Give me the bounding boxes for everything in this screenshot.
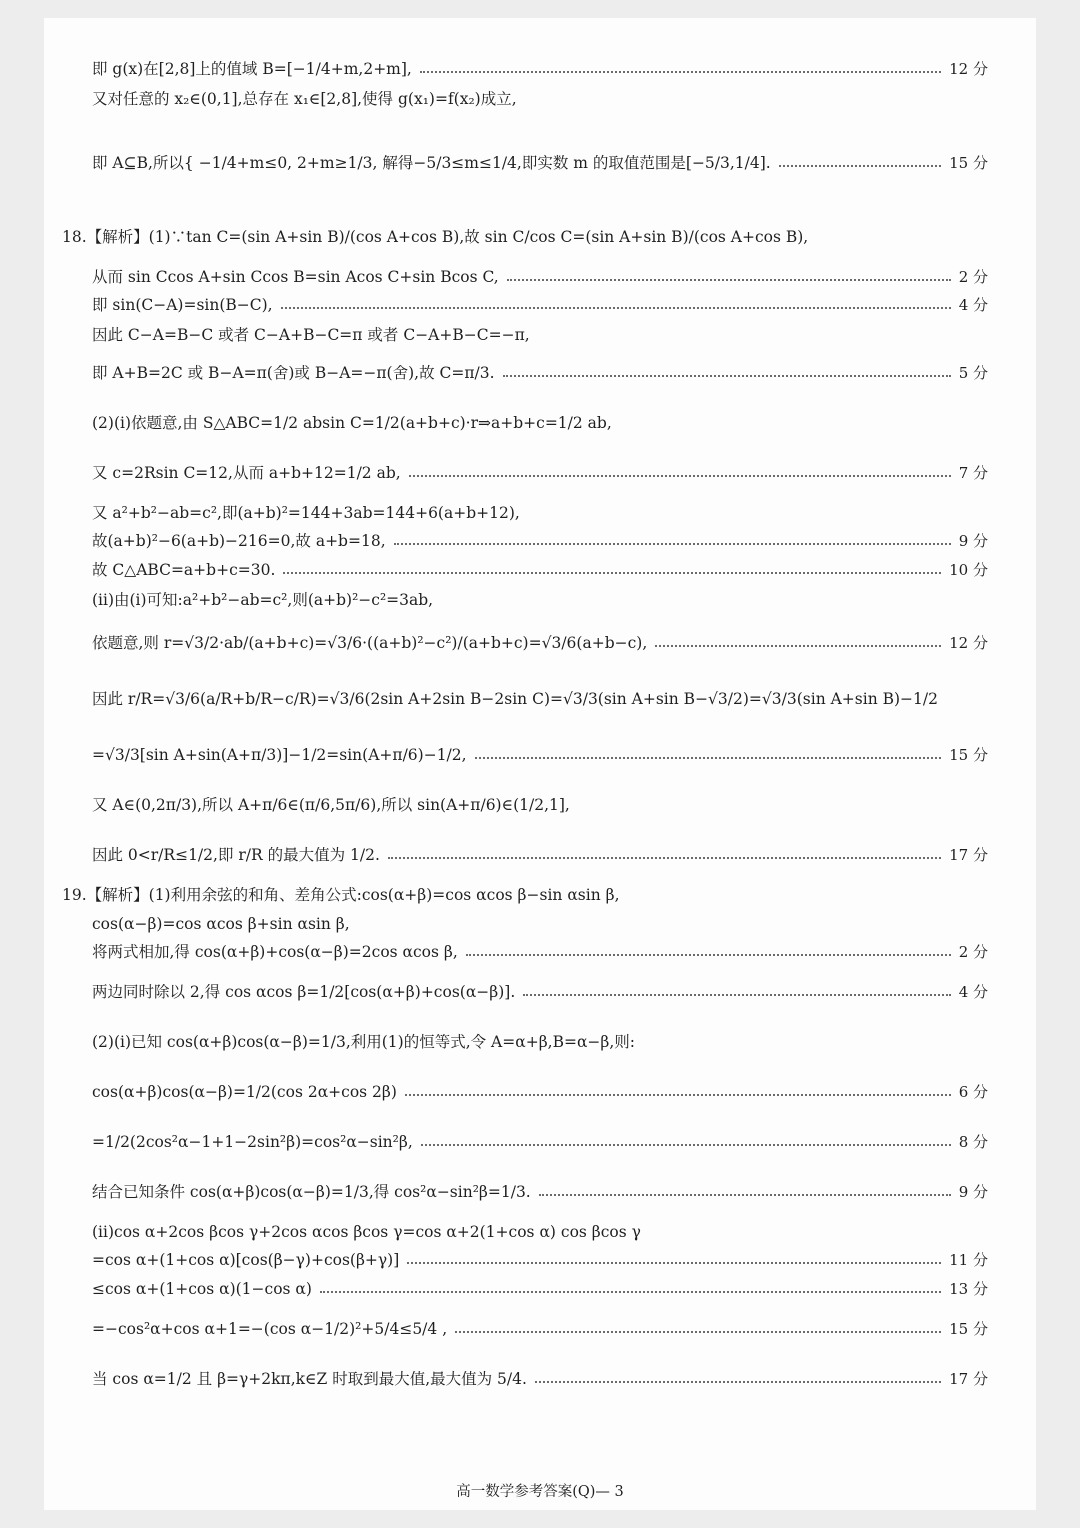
- solution-line: [92, 744, 988, 766]
- solution-line: [92, 1221, 988, 1243]
- score-label: 4 分: [958, 296, 988, 314]
- line-text: 又 A∈(0,2π/3),所以 A+π/6∈(π/6,5π/6),所以 sin(A+π/6)∈(1/2,1],: [92, 796, 570, 814]
- score-label: 2 分: [958, 268, 988, 286]
- line-text: 又 a²+b²−ab=c²,即(a+b)²=144+3ab=144+6(a+b+12),: [92, 504, 520, 522]
- line-text: (ⅱ)cos α+2cos βcos γ+2cos αcos βcos γ=cos α+2(1+cos α) cos βcos γ: [92, 1223, 641, 1241]
- solution-line: [92, 794, 988, 816]
- leader-dots: [466, 954, 951, 956]
- score-label: 8 分: [958, 1133, 988, 1151]
- solution-line: [92, 688, 988, 710]
- solution-line: [92, 1181, 988, 1203]
- leader-dots: [655, 645, 941, 647]
- line-text: 故(a+b)²−6(a+b)−216=0,故 a+b=18,: [92, 532, 386, 550]
- solution-line: [92, 844, 988, 866]
- score-label: 13 分: [949, 1280, 988, 1298]
- question-heading: [62, 226, 988, 248]
- leader-dots: [283, 572, 941, 574]
- leader-dots: [539, 1194, 951, 1196]
- line-text: 将两式相加,得 cos(α+β)+cos(α−β)=2cos αcos β,: [92, 943, 458, 961]
- solution-line: [92, 1249, 988, 1271]
- leader-dots: [507, 279, 951, 281]
- score-label: 15 分: [949, 746, 988, 764]
- line-text: 当 cos α=1/2 且 β=γ+2kπ,k∈Z 时取到最大值,最大值为 5/4.: [92, 1370, 527, 1388]
- solution-line: [92, 589, 988, 611]
- leader-dots: [475, 757, 942, 759]
- solution-line: [92, 632, 988, 654]
- leader-dots: [779, 165, 941, 167]
- leader-dots: [320, 1291, 941, 1293]
- score-label: 12 分: [949, 60, 988, 78]
- score-label: 5 分: [958, 364, 988, 382]
- leader-dots: [405, 1094, 951, 1096]
- line-text: 故 C△ABC=a+b+c=30.: [92, 561, 276, 579]
- score-label: 15 分: [949, 1320, 988, 1338]
- line-text: 因此 r/R=√3/6(a/R+b/R−c/R)=√3/6(2sin A+2sin B−2sin C)=√3/3(sin A+sin B−√3/2)=√3/3(sin A+sin B)−1/2: [92, 690, 938, 708]
- solution-line: [92, 462, 988, 484]
- solution-line: [92, 1368, 988, 1390]
- solution-line: [92, 362, 988, 384]
- line-text: 又对任意的 x₂∈(0,1],总存在 x₁∈[2,8],使得 g(x₁)=f(x₂)成立,: [92, 90, 517, 108]
- leader-dots: [523, 994, 950, 996]
- line-text: ≤cos α+(1+cos α)(1−cos α): [92, 1280, 312, 1298]
- solution-line: [92, 1131, 988, 1153]
- solution-line: [92, 502, 988, 524]
- answer-sheet: [44, 18, 1036, 1510]
- leader-dots: [420, 71, 941, 73]
- solution-line: [92, 266, 988, 288]
- score-label: 10 分: [949, 561, 988, 579]
- line-text: 即 sin(C−A)=sin(B−C),: [92, 296, 273, 314]
- solution-line: [92, 941, 988, 963]
- solution-line: [92, 1031, 988, 1053]
- solution-line: [92, 1278, 988, 1300]
- line-text: (2)(ⅰ)已知 cos(α+β)cos(α−β)=1/3,利用(1)的恒等式,令 A=α+β,B=α−β,则:: [92, 1033, 636, 1051]
- score-label: 17 分: [949, 1370, 988, 1388]
- leader-dots: [394, 543, 951, 545]
- line-text: 即 A⊆B,所以{ −1/4+m≤0, 2+m≥1/3, 解得−5/3≤m≤1/4,即实数 m 的取值范围是[−5/3,1/4].: [92, 154, 771, 172]
- line-text: =1/2(2cos²α−1+1−2sin²β)=cos²α−sin²β,: [92, 1133, 413, 1151]
- solution-line: [92, 530, 988, 552]
- page-footer: 高一数学参考答案(Q)— 3: [456, 1484, 624, 1500]
- line-text: (ⅱ)由(ⅰ)可知:a²+b²−ab=c²,则(a+b)²−c²=3ab,: [92, 591, 434, 609]
- solution-line: [92, 412, 988, 434]
- line-text: cos(α+β)cos(α−β)=1/2(cos 2α+cos 2β): [92, 1083, 397, 1101]
- line-text: 两边同时除以 2,得 cos αcos β=1/2[cos(α+β)+cos(α−β)].: [92, 983, 516, 1001]
- line-text: =√3/3[sin A+sin(A+π/3)]−1/2=sin(A+π/6)−1/2,: [92, 746, 467, 764]
- leader-dots: [281, 307, 951, 309]
- solution-line: [92, 981, 988, 1003]
- line-text: 因此 C−A=B−C 或者 C−A+B−C=π 或者 C−A+B−C=−π,: [92, 326, 530, 344]
- score-label: 6 分: [958, 1083, 988, 1101]
- solution-line: [92, 88, 988, 110]
- solution-line: [92, 324, 988, 346]
- leader-dots: [409, 475, 951, 477]
- score-label: 9 分: [958, 1183, 988, 1201]
- score-label: 2 分: [958, 943, 988, 961]
- leader-dots: [455, 1331, 941, 1333]
- score-label: 12 分: [949, 634, 988, 652]
- line-text: cos(α−β)=cos αcos β+sin αsin β,: [92, 915, 350, 933]
- score-label: 15 分: [949, 154, 988, 172]
- score-label: 9 分: [958, 532, 988, 550]
- line-text: 18.【解析】(1)∵tan C=(sin A+sin B)/(cos A+cos B),故 sin C/cos C=(sin A+sin B)/(cos A+cos B),: [62, 228, 809, 246]
- solution-line: [92, 559, 988, 581]
- score-label: 11 分: [949, 1251, 988, 1269]
- solution-line: [92, 58, 988, 80]
- score-label: 7 分: [958, 464, 988, 482]
- line-text: =−cos²α+cos α+1=−(cos α−1/2)²+5/4≤5/4 ,: [92, 1320, 448, 1338]
- leader-dots: [503, 375, 951, 377]
- line-text: 从而 sin Ccos A+sin Ccos B=sin Acos C+sin Bcos C,: [92, 268, 499, 286]
- leader-dots: [407, 1262, 941, 1264]
- solution-line: [92, 152, 988, 174]
- leader-dots: [535, 1381, 941, 1383]
- solution-line: [92, 1318, 988, 1340]
- line-text: 即 g(x)在[2,8]上的值域 B=[−1/4+m,2+m],: [92, 60, 412, 78]
- solution-line: [92, 913, 988, 935]
- line-text: 19.【解析】(1)利用余弦的和角、差角公式:cos(α+β)=cos αcos β−sin αsin β,: [62, 886, 620, 904]
- line-text: =cos α+(1+cos α)[cos(β−γ)+cos(β+γ)]: [92, 1251, 400, 1269]
- leader-dots: [421, 1144, 951, 1146]
- line-text: 依题意,则 r=√3/2·ab/(a+b+c)=√3/6·((a+b)²−c²)/(a+b+c)=√3/6(a+b−c),: [92, 634, 648, 652]
- leader-dots: [388, 857, 941, 859]
- question-heading: [62, 884, 988, 906]
- line-text: 因此 0<r/R≤1/2,即 r/R 的最大值为 1/2.: [92, 846, 380, 864]
- line-text: (2)(ⅰ)依题意,由 S△ABC=1/2 absin C=1/2(a+b+c)·r⇒a+b+c=1/2 ab,: [92, 414, 612, 432]
- score-label: 4 分: [958, 983, 988, 1001]
- line-text: 结合已知条件 cos(α+β)cos(α−β)=1/3,得 cos²α−sin²β=1/3.: [92, 1183, 531, 1201]
- solution-line: [92, 1081, 988, 1103]
- solution-line: [92, 294, 988, 316]
- score-label: 17 分: [949, 846, 988, 864]
- line-text: 又 c=2Rsin C=12,从而 a+b+12=1/2 ab,: [92, 464, 401, 482]
- line-text: 即 A+B=2C 或 B−A=π(舍)或 B−A=−π(舍),故 C=π/3.: [92, 364, 495, 382]
